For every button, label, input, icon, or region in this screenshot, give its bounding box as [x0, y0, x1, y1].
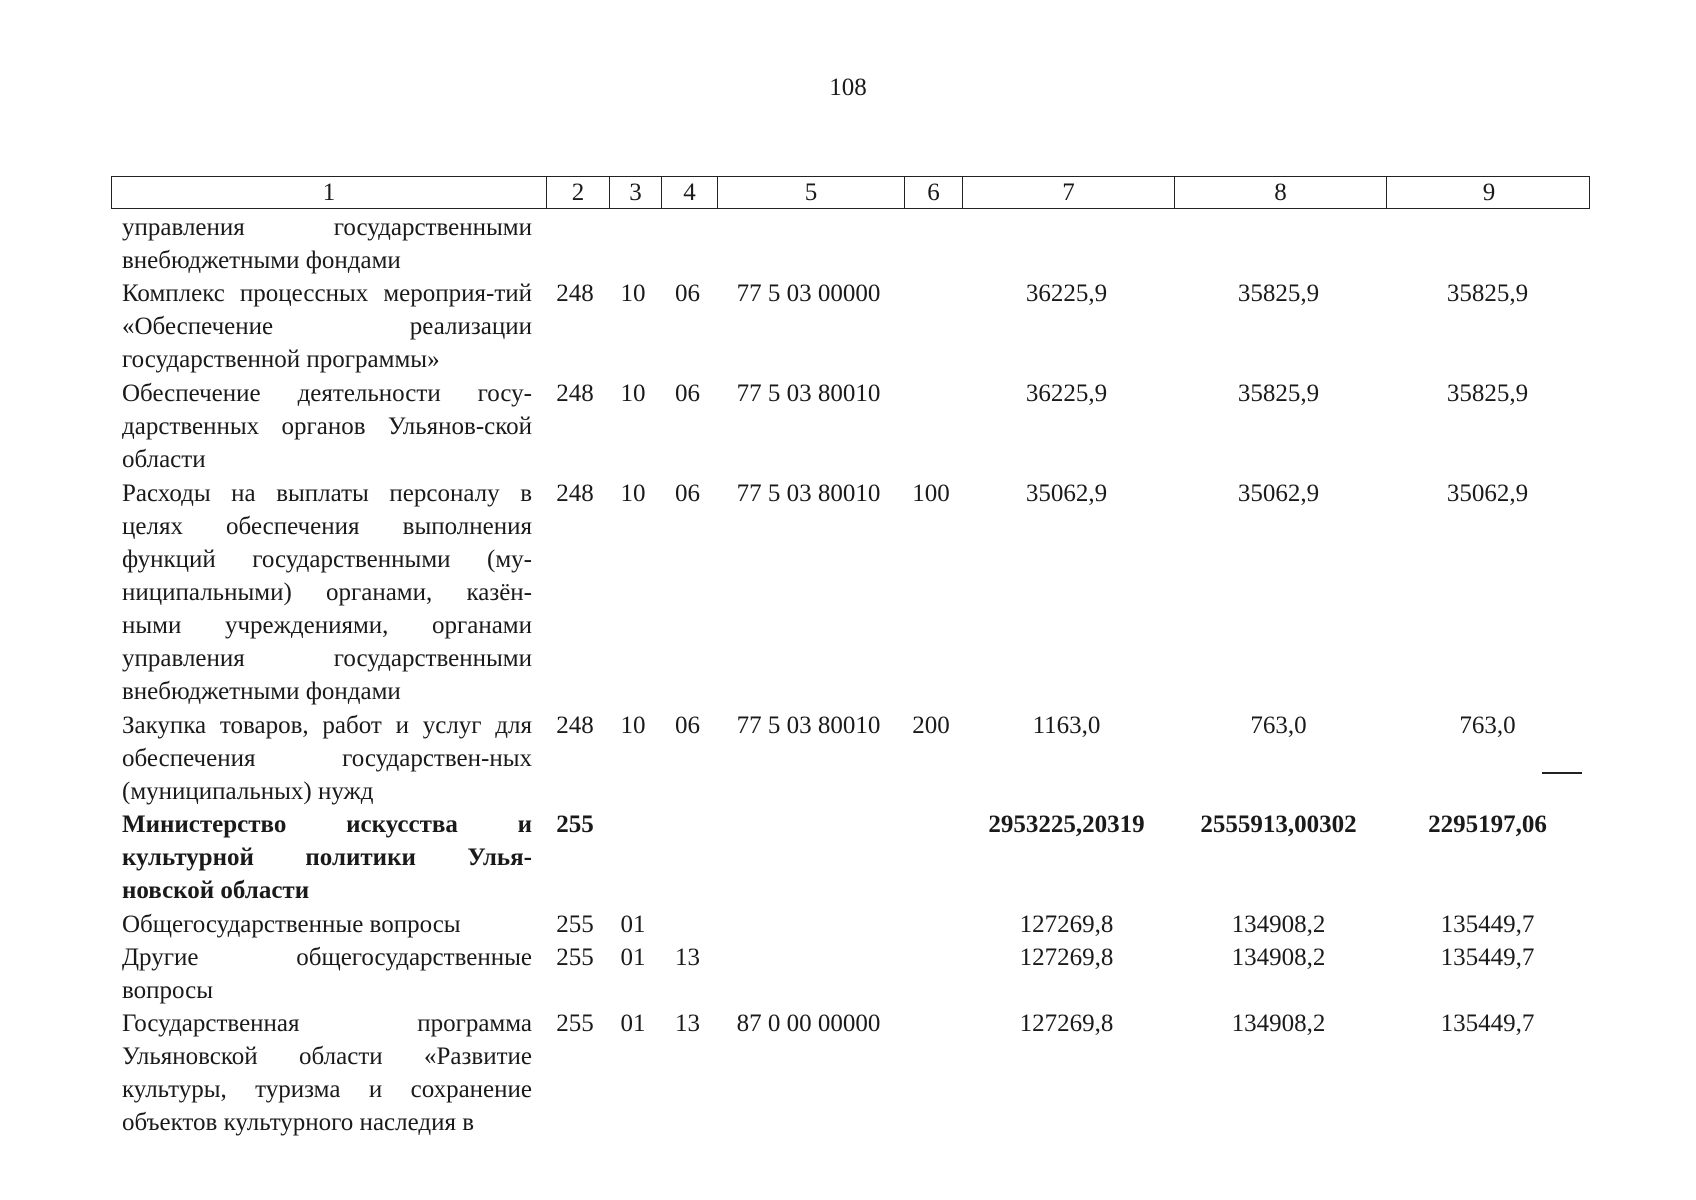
page-number: 108	[829, 74, 867, 101]
cell-col-3: 10	[620, 380, 646, 407]
cell-col-4: 06	[675, 480, 700, 507]
cell-col-8: 35825,9	[1237, 280, 1320, 307]
cell-col-4: 06	[675, 712, 700, 739]
header-col-9: 9	[1386, 177, 1591, 208]
cell-col-3: 10	[620, 480, 646, 507]
cell-col-3: 10	[620, 712, 646, 739]
cell-col-9: 35825,9	[1446, 280, 1529, 307]
cell-col-4: 13	[675, 1010, 700, 1037]
cell-col-6: 200	[912, 712, 950, 739]
table-header-row	[111, 176, 1590, 209]
cell-col-9: 35825,9	[1446, 380, 1529, 407]
row-description: Министерство искусства и культурной политики Улья-новской области	[122, 811, 532, 904]
row-description: Обеспечение деятельности госу-дарственных органов Ульянов-ской области	[122, 380, 532, 473]
cell-col-7: 36225,9	[1025, 280, 1108, 307]
row-description: Закупка товаров, работ и услуг для обеспечения государствен-ных (муниципальных) нужд	[122, 712, 532, 805]
cell-col-8: 35062,9	[1237, 480, 1320, 507]
cell-col-3: 01	[620, 911, 646, 938]
cell-col-2: 248	[556, 712, 594, 739]
cell-col-8: 134908,2	[1231, 911, 1326, 938]
cell-col-5: 77 5 03 80010	[736, 480, 881, 507]
cell-col-9: 2295197,06	[1428, 811, 1547, 838]
cell-col-7: 35062,9	[1025, 480, 1108, 507]
margin-dash	[1542, 772, 1582, 774]
cell-col-6: 100	[912, 480, 950, 507]
cell-col-9: 35062,9	[1446, 480, 1529, 507]
cell-col-7: 127269,8	[1019, 911, 1114, 938]
row-description: управления государственными внебюджетными фондами	[122, 214, 532, 274]
cell-col-2: 255	[556, 1010, 594, 1037]
cell-col-8: 763,0	[1250, 712, 1307, 739]
cell-col-5: 87 0 00 00000	[736, 1010, 881, 1037]
header-col-8: 8	[1174, 177, 1386, 208]
header-col-7: 7	[962, 177, 1174, 208]
cell-col-5: 77 5 03 80010	[736, 712, 881, 739]
header-col-2: 2	[546, 177, 609, 208]
cell-col-2: 248	[556, 380, 594, 407]
row-description: Государственная программа Ульяновской области «Развитие культуры, туризма и сохранение объектов культурного наследия в	[122, 1010, 532, 1136]
cell-col-2: 248	[556, 480, 594, 507]
cell-col-9: 135449,7	[1440, 944, 1535, 971]
header-col-4: 4	[661, 177, 717, 208]
cell-col-7: 1163,0	[1032, 712, 1101, 739]
cell-col-3: 10	[620, 280, 646, 307]
header-col-6: 6	[904, 177, 962, 208]
header-col-1: 1	[322, 179, 336, 206]
row-description: Общегосударственные вопросы	[122, 911, 461, 938]
cell-col-9: 763,0	[1459, 712, 1516, 739]
cell-col-2: 255	[556, 944, 594, 971]
cell-col-7: 127269,8	[1019, 944, 1114, 971]
cell-col-2: 248	[556, 280, 594, 307]
header-col-5: 5	[717, 177, 904, 208]
row-description: Расходы на выплаты персоналу в целях обеспечения выполнения функций государственными (му-ниципальными) органами, казён-ными учреждениями, органами управления государственными внебюджетными фондами	[122, 480, 532, 705]
cell-col-2: 255	[556, 911, 594, 938]
cell-col-8: 134908,2	[1231, 1010, 1326, 1037]
cell-col-9: 135449,7	[1440, 911, 1535, 938]
header-col-3: 3	[609, 177, 661, 208]
cell-col-4: 13	[675, 944, 700, 971]
cell-col-9: 135449,7	[1440, 1010, 1535, 1037]
cell-col-8: 35825,9	[1237, 380, 1320, 407]
cell-col-3: 01	[620, 1010, 646, 1037]
cell-col-7: 36225,9	[1025, 380, 1108, 407]
cell-col-2: 255	[556, 811, 594, 838]
cell-col-5: 77 5 03 80010	[736, 380, 881, 407]
cell-col-4: 06	[675, 280, 700, 307]
cell-col-3: 01	[620, 944, 646, 971]
cell-col-7: 2953225,20319	[988, 811, 1145, 838]
cell-col-4: 06	[675, 380, 700, 407]
cell-col-8: 2555913,00302	[1200, 811, 1357, 838]
row-description: Комплекс процессных мероприя-тий «Обеспечение реализации государственной программы»	[122, 280, 532, 373]
row-description: Другие общегосударственные вопросы	[122, 944, 532, 1004]
cell-col-8: 134908,2	[1231, 944, 1326, 971]
cell-col-7: 127269,8	[1019, 1010, 1114, 1037]
cell-col-5: 77 5 03 00000	[736, 280, 881, 307]
